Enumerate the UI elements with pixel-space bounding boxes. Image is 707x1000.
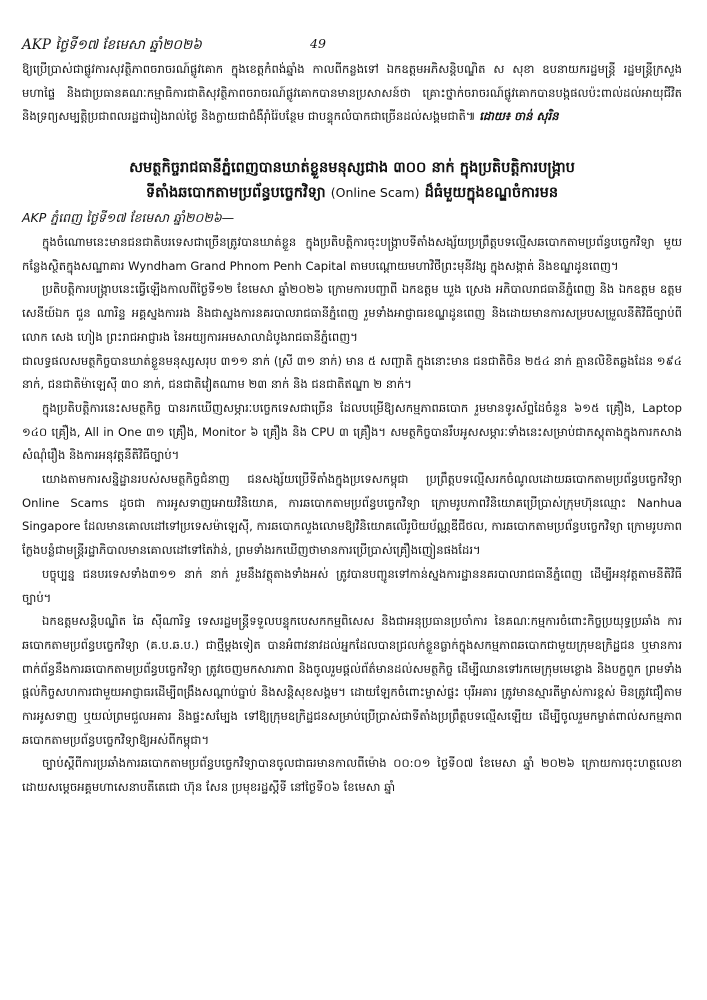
previous-article-text: ឱ្យប្រើប្រាស់ជាផ្លូវការសុវត្ថិភាពចរាចរណ៍ផ្លូវគោក ក្នុងខេត្តកំពង់ឆ្នាំង កាលពីកន្លងទៅ ឯកឧត្តមអភិសន្តិបណ្ឌិត ស សុខា ឧបនាយករដ្ឋមន្ត្រី រដ្ឋមន្ត្រីក្រសួងមហាផ្ទៃ និងជាប្រធានគណៈកម្មាធិការជាតិសុវត្ថិភាពចរាចរណ៍ផ្លូវគោកបានមានប្រសាសន៍ថា គ្រោះថ្នាក់ចរាចរណ៍ផ្លូវគោកបានបង្កផលប៉ះពាល់ដល់អាយុជីវិត និងទ្រព្យសម្បត្តិប្រជាពលរដ្ឋជារៀងរាល់ថ្ងៃ និងក្លាយជាជំងឺរ៉ាំរ៉ៃបន្ថែម ជាបន្ទុកលំបាកជាច្រើនដល់សង្គមជាតិ៕ xyxy=(22,62,682,124)
article-paragraph: ក្នុងចំណោមនេះមានជនជាតិបរទេសជាច្រើនត្រូវបានឃាត់ខ្លួន ក្នុងប្រតិបត្តិការចុះបង្ក្រាបទីតាំងសង្ស័យប្រព្រឹត្តបទល្មើសឆបោកតាមប្រព័ន្ធបច្ចេកវិទ្យា មួយកន្លែងស្ថិតក្នុងសណ្ឋាគារ Wyndham Grand Phnom Penh Capital តាមបណ្ដោយមហាវិថីព្រះមុនីវង្ស ក្នុងសង្កាត់ និងខណ្ឌដូនពេញ។ xyxy=(22,235,682,273)
article-paragraph: ឯកឧត្តមសន្តិបណ្ឌិត ឆៃ ស៊ីណារិទ្ធ ទេសរដ្ឋមន្ត្រីទទួលបន្ទុកបេសកកម្មពិសេស និងជាអនុប្រធានប្រចាំការ នៃគណៈកម្មការចំពោះកិច្ចប្រយុទ្ធប្រឆាំង ការឆបោកតាមប្រព័ន្ធបច្ចេកវិទ្យា (គ.ប.ឆ.ប.) ជាថ្មីម្ដងទៀត បានអំពាវនាវដល់អ្នកដែលបានជ្រលក់ខ្លួនធ្លាក់ក្នុងសកម្មភាពឆបោកជាមួយក្រុមឧក្រិដ្ឋជន ឬមានការពាក់ព័ន្ធនឹងការឆបោកតាមប្រព័ន្ធបច្ចេកវិទ្យា ត្រូវចេញមកសារភាព និងចូលរួមផ្ដល់ព័ត៌មានដល់សមត្ថកិច្ច ដើម្បីឈានទៅរកមេក្រុមមេខ្លោង និងបក្ខពួក ព្រមទាំងផ្ដល់កិច្ចសហការជាមួយអាជ្ញាធរដើម្បីពង្រឹងសណ្ដាប់ធ្នាប់ និងសន្តិសុខសង្គម។ ដោយឡែកចំពោះម្ចាស់ផ្ទះ បុរីអគារ ត្រូវមានស្មារតីម្ចាស់ការខ្ពស់ មិនត្រូវជឿតាមការអូសទាញ ឬយល់ព្រមជួលអគារ និងផ្ទះសម្បែង ទៅឱ្យក្រុមឧក្រិដ្ឋជនសម្រាប់ប្រើប្រាស់ជាទីតាំងប្រព្រឹត្តបទល្មើសឡើយ ដើម្បីចូលរួមកម្ចាត់ពាល់សកម្មភាពឆបោកតាមប្រព័ន្ធបច្ចេកវិទ្យាឱ្យអស់ពីកម្ពុជា។ xyxy=(22,614,682,747)
article-paragraph: ក្នុងប្រតិបត្តិការនេះសមត្ថកិច្ច បានរកឃើញសម្ភារៈបច្ចេកទេសជាច្រើន ដែលបម្រើឱ្យសកម្មភាពឆបោក រួមមានទូរស័ព្ទដៃចំនួន ៦១៥ គ្រឿង, Laptop ១៤០ គ្រឿង, All in One ៣១ គ្រឿង, Monitor ៦ គ្រឿង និង CPU ៣ គ្រឿង។ សមត្ថកិច្ចបានរឹបអូសសម្ភារៈទាំងនេះសម្រាប់ជាភស្តុតាងក្នុងការកសាងសំណុំរឿង និងការអនុវត្តនីតិវិធីច្បាប់។ xyxy=(22,400,682,463)
headline-online-scam-term: (Online Scam) xyxy=(330,185,420,200)
headline-line-1: សមត្ថកិច្ចរាជធានីភ្នំពេញបានឃាត់ខ្លួនមនុស្សជាង ៣០០ នាក់ ក្នុងប្រតិបត្តិការបង្ក្រាប xyxy=(129,159,575,176)
article-paragraph: ច្បាប់ស្ដីពីការប្រឆាំងការឆបោកតាមប្រព័ន្ធបច្ចេកវិទ្យាបានចូលជាធរមានកាលពីម៉ោង ០០:០១ ថ្ងៃទី០៧ ខែមេសា ឆ្នាំ ២០២៦ ក្រោយការចុះហត្ថលេខាដោយសម្តេចអគ្គមហាសេនាបតីតេជោ ហ៊ុន សែន ប្រមុខរដ្ឋស្តីទី នៅថ្ងៃទី០៦ ខែមេសា ឆ្នាំ xyxy=(22,756,682,795)
article-paragraph: បច្ចុប្បន្ន ជនបរទេសទាំង៣១១ នាក់ នាក់ រួមនឹងវត្ថុតាងទាំងអស់ ត្រូវបានបញ្ជូនទៅកាន់ស្នងការដ្ឋាននគរបាលរាជធានីភ្នំពេញ ដើម្បីអនុវត្តតាមនីតិវិធីច្បាប់។ xyxy=(22,566,682,605)
article-paragraph: យោងតាមការសន្និដ្ឋានរបស់សមត្ថកិច្ចជំនាញ ជនសង្ស័យប្រើទីតាំងក្នុងប្រទេសកម្ពុជា ប្រព្រឹត្តបទល្មើសរកចំណូលដោយឆបោកតាមប្រព័ន្ធបច្ចេកវិទ្យា Online Scams ដូចជា ការអូសទាញអោយវិនិយោគ, ការឆបោកតាមប្រព័ន្ធបច្ចេកវិទ្យា ក្រោមរូបភាពវិនិយោគប្រើប្រាស់ក្រុមហ៊ុនឈ្មោះ Nanhua Singapore ដែលមានគោលដៅទៅប្រទេសម៉ាឡេស៊ី, ការឆបោកលួងលោមឱ្យវិនិយោគលើរូបិយប័ណ្ណឌីជីថល, ការឆបោកតាមប្រព័ន្ធបច្ចេកវិទ្យា ក្រោមរូបភាពក្លែងបន្លំជាមន្ត្រីរដ្ឋាភិបាលមានគោលដៅទៅតៃវ៉ាន់, ព្រមទាំងរកឃើញថាមានការប្រើប្រាស់គ្រឿងញៀនផងដែរ។ xyxy=(22,472,682,558)
article-paragraph: ប្រតិបត្តិការបង្ក្រាបនេះធ្វើឡើងកាលពីថ្ងៃទី១២ ខែមេសា ឆ្នាំ២០២៦ ក្រោមការបញ្ជាពី ឯកឧត្តម ឃួង ស្រេង អភិបាលរាជធានីភ្នំពេញ និង ឯកឧត្តម ឧត្តមសេនីយ៍ឯក ជួន ណារិន្ទ អគ្គស្នងការរង និងជាស្នងការនគរបាលរាជធានីភ្នំពេញ រួមទាំងអាជ្ញាធរខណ្ឌដូនពេញ និងដោយមានការសម្របសម្រួលនីតិវិធីច្បាប់ពីលោក សេង ហៀង ព្រះរាជអាជ្ញារង នៃអយ្យការអមសាលាដំបូងរាជធានីភ្នំពេញ។ xyxy=(22,282,682,344)
headline-line-2 xyxy=(22,180,682,205)
article-dateline: AKP ភ្នំពេញ ថ្ងៃទី១៧ ខែមេសា ឆ្នាំ២០២៦— xyxy=(22,210,235,225)
page-header xyxy=(22,36,682,56)
headline-line-2-start: ទីតាំងឆបោកតាមប្រព័ន្ធបច្ចេកវិទ្យា xyxy=(145,184,326,201)
previous-article-byline: ដោយ៖ ចាន់ សុរិន xyxy=(479,109,559,124)
article-body xyxy=(22,231,682,800)
previous-article-tail xyxy=(22,58,682,129)
page-number: 49 xyxy=(310,36,326,51)
headline-line-2-end: ដ៏ធំមួយក្នុងខណ្ឌចំការមន xyxy=(424,184,559,201)
issue-label: AKP ថ្ងៃទី១៧ ខែមេសា ឆ្នាំ២០២៦ xyxy=(22,37,202,53)
article-headline xyxy=(22,155,682,205)
article-paragraph: ជាលទ្ធផលសមត្ថកិច្ចបានឃាត់ខ្លួនមនុស្សសរុប ៣១១ នាក់ (ស្រី ៣១ នាក់) មាន ៥ សញ្ជាតិ ក្នុងនោះមាន ជនជាតិចិន ២៥៤ នាក់ គ្មានលិខិតឆ្លងដែន ១៩៤ នាក់, ជនជាតិម៉ាឡេស៊ី ៣០ នាក់, ជនជាតិវៀតណាម ២៣ នាក់ និង ជនជាតិឥណ្ឌា ២ នាក់។ xyxy=(22,353,682,392)
